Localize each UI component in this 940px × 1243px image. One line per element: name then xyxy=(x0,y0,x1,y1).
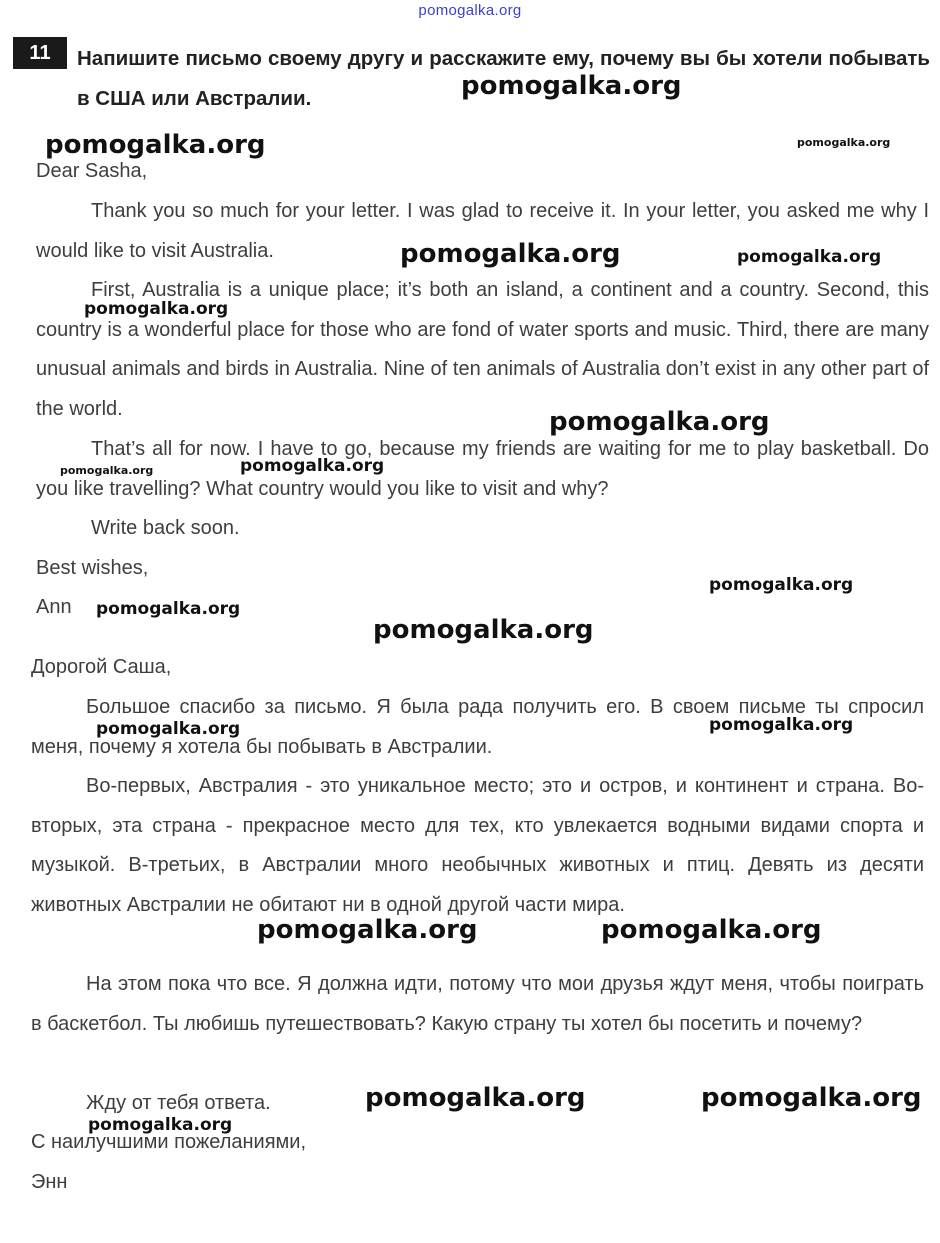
letter-signature: Энн xyxy=(31,1171,68,1193)
letter-paragraph: Write back soon. xyxy=(91,517,240,539)
task-number-badge: 11 xyxy=(13,37,67,69)
watermark: pomogalka.org xyxy=(709,715,854,735)
letter-paragraph: Большое спасибо за письмо. Я была рада получить его. В своем письме ты спросил меня, почему я хотела бы побывать в Австралии. xyxy=(31,696,924,758)
watermark: pomogalka.org xyxy=(797,136,891,149)
watermark: pomogalka.org xyxy=(84,299,229,319)
watermark: pomogalka.org xyxy=(601,915,822,945)
watermark: pomogalka.org xyxy=(701,1083,922,1113)
watermark: pomogalka.org xyxy=(737,247,882,267)
letter-paragraph: Жду от тебя ответа. xyxy=(86,1092,271,1114)
watermark: pomogalka.org xyxy=(96,719,241,739)
site-header-link[interactable]: pomogalka.org xyxy=(418,2,522,19)
watermark: pomogalka.org xyxy=(45,130,266,160)
letter-closing: Best wishes, xyxy=(36,557,149,579)
watermark: pomogalka.org xyxy=(709,575,854,595)
watermark: pomogalka.org xyxy=(96,599,241,619)
letter-paragraph: Thank you so much for your letter. I was glad to receive it. In your letter, you asked me why I would like to visit Australia. xyxy=(36,200,929,262)
letter-paragraph: Во-первых, Австралия - это уникальное место; это и остров, и континент и страна. Во-вторых, эта страна - прекрасное место для тех, кто увлекается водными видами спорта и музыкой. В-третьих, в Австралии много необычных животных и птиц. Девять из десяти животных Австралии не обитают ни в одной другой части мира. xyxy=(31,775,924,916)
letter-english xyxy=(36,152,929,632)
letter-paragraph: First, Australia is a unique place; it’s both an island, a continent and a country. Second, this country is a wonderful place for those who are fond of water sports and music. Third, there are many unusual animals and birds in Australia. Nine of ten animals of Australia don’t exist in any other part of the world. xyxy=(36,279,929,420)
letter-signature: Ann xyxy=(36,596,72,618)
letter-greeting: Dear Sasha, xyxy=(36,160,148,182)
letter-greeting: Дорогой Саша, xyxy=(31,656,172,678)
watermark: pomogalka.org xyxy=(88,1115,233,1135)
watermark: pomogalka.org xyxy=(400,239,621,269)
letter-paragraph: На этом пока что все. Я должна идти, потому что мои друзья ждут меня, чтобы поиграть в баскетбол. Ты любишь путешествовать? Какую страну ты хотел бы посетить и почему? xyxy=(31,973,924,1035)
letter-closing: С наилучшими пожеланиями, xyxy=(31,1131,307,1153)
watermark: pomogalka.org xyxy=(240,456,385,476)
watermark: pomogalka.org xyxy=(461,71,682,101)
watermark: pomogalka.org xyxy=(257,915,478,945)
watermark: pomogalka.org xyxy=(60,464,154,477)
watermark: pomogalka.org xyxy=(549,407,770,437)
task-instruction: Напишите письмо своему другу и расскажите ему, почему вы бы хотели побывать в США или Австралии. xyxy=(77,47,930,110)
watermark: pomogalka.org xyxy=(365,1083,586,1113)
letter-paragraph: That’s all for now. I have to go, because my friends are waiting for me to play basketball. Do you like travelling? What country would you like to visit and why? xyxy=(36,438,929,500)
watermark: pomogalka.org xyxy=(373,615,594,645)
